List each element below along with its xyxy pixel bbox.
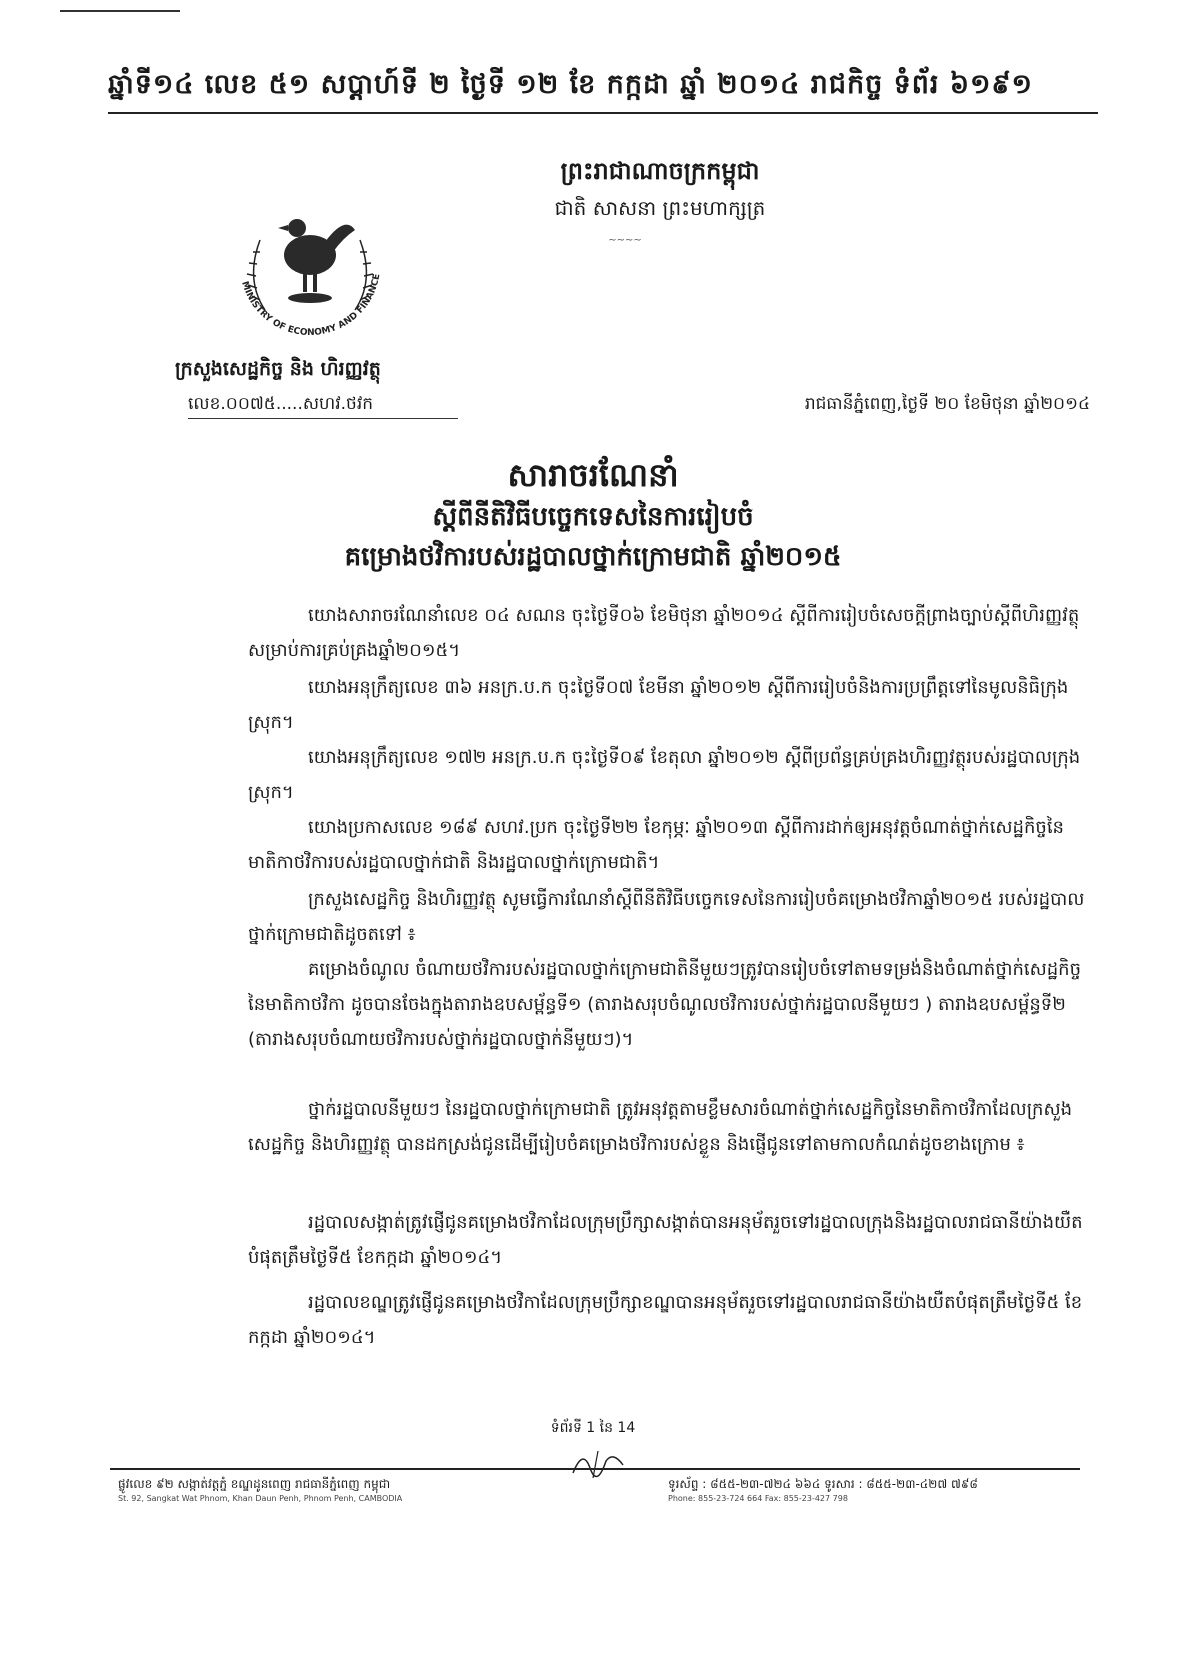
- top-edge-mark: [60, 10, 180, 12]
- reference-underline: [188, 418, 458, 419]
- seal-text: MINISTRY OF ECONOMY AND FINANCE: [239, 273, 383, 339]
- paragraph-text: ថ្នាក់រដ្ឋបាលនីមួយៗ នៃរដ្ឋបាលថ្នាក់ក្រោមជាតិ ត្រូវអនុវត្តតាមខ្លឹមសារចំណាត់ថ្នាក់សេដ្ឋកិច្ចនៃមាតិកាថវិកាដែលក្រសួងសេដ្ឋកិច្ច និងហិរញ្ញវត្ថុ បានដកស្រង់ជូនដើម្បីរៀបចំគម្រោងថវិការបស់ខ្លួន និងផ្ញើជូនទៅតាមកាលកំណត់ដូចខាងក្រោម ៖: [248, 1099, 1073, 1155]
- document-subtitle-1: ស្តីពីនីតិវិធីបច្ចេកទេសនៃការរៀបចំ: [432, 502, 754, 532]
- document-title: សារាចរណែនាំ: [507, 456, 679, 494]
- paragraph-text: ក្រសួងសេដ្ឋកិច្ច និងហិរញ្ញវត្ថុ សូមធ្វើការណែនាំស្តីពីនីតិវិធីបច្ចេកទេសនៃការរៀបចំគម្រោងថវិកាឆ្នាំ២០១៥ របស់រដ្ឋបាលថ្នាក់ក្រោមជាតិដូចតទៅ ៖: [248, 889, 1085, 945]
- paragraph-7: [248, 1092, 1088, 1162]
- paragraph-8: [248, 1205, 1088, 1275]
- footer-contact-en: Phone: 855-23-724 664 Fax: 855-23-427 798: [668, 1494, 848, 1503]
- paragraph-text: យោងប្រកាសលេខ ១៨៩ សហវ.ប្រក ចុះថ្ងៃទី២២ ខែកុម្ភៈ ឆ្នាំ២០១៣ ស្តីពីការដាក់ឲ្យអនុវត្តចំណាត់ថ្នាក់សេដ្ឋកិច្ចនៃមាតិកាថវិការបស់រដ្ឋបាលថ្នាក់ជាតិ និងរដ្ឋបាលថ្នាក់ក្រោមជាតិ។: [248, 817, 1064, 873]
- document-subtitle-2: គម្រោងថវិការបស់រដ្ឋបាលថ្នាក់ក្រោមជាតិ ឆ្នាំ២០១៥: [344, 542, 842, 572]
- paragraph-4: [248, 810, 1088, 880]
- footer-contact-km: ទូរស័ព្ទ : ៨៥៥-២៣-៧២៤ ៦៦៤ ទូរសារ : ៨៥៥-២៣-៤២៧ ៧៩៨: [668, 1477, 978, 1491]
- issue-date: រាជធានីភ្នំពេញ,ថ្ងៃទី ២០ ខែមិថុនា ឆ្នាំ២០១៤: [804, 394, 1090, 414]
- footer-rule: [110, 1468, 1080, 1470]
- initials-signature-icon: [568, 1443, 628, 1483]
- page-number: ទំព័រទី 1 នៃ 14: [550, 1420, 636, 1436]
- paragraph-2: [248, 670, 1088, 740]
- kingdom-name: ព្រះរាជាណាចក្រកម្ពុជា: [560, 157, 760, 185]
- paragraph-6: [248, 952, 1088, 1057]
- paragraph-9: [248, 1285, 1088, 1355]
- gazette-header: ឆ្នាំទី១៤ លេខ ៥១ សប្តាហ៍ទី ២ ថ្ងៃទី ១២ ខែ កក្កដា ឆ្នាំ ២០១៤ រាជកិច្ច ទំព័រ ៦១៩១: [108, 69, 1033, 100]
- paragraph-1: [248, 598, 1088, 668]
- paragraph-text: គម្រោងចំណូល ចំណាយថវិការបស់រដ្ឋបាលថ្នាក់ក្រោមជាតិនីមួយៗត្រូវបានរៀបចំទៅតាមទម្រង់និងចំណាត់ថ្នាក់សេដ្ឋកិច្ចនៃមាតិកាថវិកា ដូចបានចែងក្នុងតារាងឧបសម្ព័ន្ធទី១ (តារាងសរុបចំណូលថវិការបស់ថ្នាក់រដ្ឋបាលនីមួយៗ ) តារាងឧបសម្ព័ន្ធទី២ (តារាងសរុបចំណាយថវិការបស់ថ្នាក់រដ្ឋបាលថ្នាក់នីមួយៗ)។: [248, 959, 1082, 1050]
- paragraph-text: យោងសារាចរណែនាំលេខ ០៤ សណន ចុះថ្ងៃទី០៦ ខែមិថុនា ឆ្នាំ២០១៤ ស្តីពីការរៀបចំសេចក្តីព្រាងច្បាប់ស្តីពីហិរញ្ញវត្ថុ សម្រាប់ការគ្រប់គ្រងឆ្នាំ២០១៥។: [248, 605, 1080, 661]
- paragraph-text: រដ្ឋបាលខណ្ឌត្រូវផ្ញើជូនគម្រោងថវិកាដែលក្រុមប្រឹក្សាខណ្ឌបានអនុម័តរួចទៅរដ្ឋបាលរាជធានីយ៉ាងយឺតបំផុតត្រឹមថ្ងៃទី៥ ខែកក្កដា ឆ្នាំ២០១៤។: [248, 1292, 1083, 1348]
- footer-address-en: St. 92, Sangkat Wat Phnom, Khan Daun Penh, Phnom Penh, CAMBODIA: [118, 1494, 403, 1503]
- paragraph-text: យោងអនុក្រឹត្យលេខ ៣៦ អនក្រ.ប.ក ចុះថ្ងៃទី០៧ ខែមីនា ឆ្នាំ២០១២ ស្តីពីការរៀបចំនិងការប្រព្រឹត្តទៅនៃមូលនិធិក្រុង ស្រុក។: [248, 677, 1069, 733]
- paragraph-3: [248, 740, 1088, 810]
- paragraph-text: រដ្ឋបាលសង្កាត់ត្រូវផ្ញើជូនគម្រោងថវិកាដែលក្រុមប្រឹក្សាសង្កាត់បានអនុម័តរួចទៅរដ្ឋបាលក្រុងនិងរដ្ឋបាលរាជធានីយ៉ាងយឺតបំផុតត្រឹមថ្ងៃទី៥ ខែកក្កដា ឆ្នាំ២០១៤។: [248, 1212, 1083, 1268]
- reference-number: លេខ.០០៧៥.....សហវ.ថវក: [188, 394, 373, 414]
- svg-text:MINISTRY OF ECONOMY AND FINANC: [239, 273, 382, 338]
- national-motto: ជាតិ សាសនា ព្រះមហាក្សត្រ: [554, 196, 766, 220]
- ornament-divider: ~~~~: [608, 235, 642, 246]
- paragraph-text: យោងអនុក្រឹត្យលេខ ១៧២ អនក្រ.ប.ក ចុះថ្ងៃទី០៩ ខែតុលា ឆ្នាំ២០១២ ស្តីពីប្រព័ន្ធគ្រប់គ្រងហិរញ្ញវត្ថុរបស់រដ្ឋបាលក្រុង ស្រុក។: [248, 747, 1081, 803]
- ministry-name: ក្រសួងសេដ្ឋកិច្ច និង ហិរញ្ញវត្ថុ: [175, 358, 381, 380]
- footer-address-km: ផ្លូវលេខ ៩២ សង្កាត់វត្តភ្នំ ខណ្ឌដូនពេញ រាជធានីភ្នំពេញ កម្ពុជា: [118, 1477, 391, 1491]
- header-rule: [108, 112, 1098, 114]
- paragraph-5: [248, 882, 1088, 952]
- ministry-seal-icon: [205, 180, 415, 350]
